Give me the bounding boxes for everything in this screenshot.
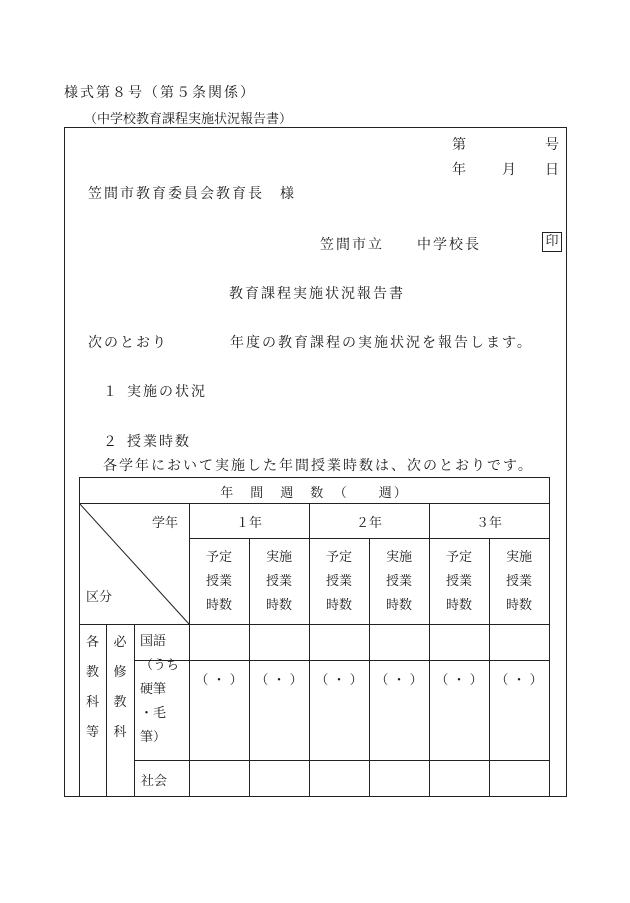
section-1-title: 実施の状況 bbox=[127, 384, 207, 400]
grade-1-header: １年 bbox=[235, 516, 262, 531]
sender-principal: 中学校長 bbox=[417, 237, 481, 253]
subject-kokugo: 国語 （うち 硬筆 ・毛 筆） bbox=[140, 634, 180, 745]
group-label-required-subject: 必 修 教 科 bbox=[113, 635, 127, 740]
number-label-dai: 第 bbox=[452, 137, 466, 153]
kokugo-hitsu-g3-planned: （ ・ ） bbox=[435, 673, 483, 688]
subhead-planned-g1: 予定 授業 時数 bbox=[205, 550, 232, 613]
date-month-label: 月 bbox=[502, 162, 516, 178]
corner-grade-label: 学年 bbox=[152, 516, 179, 531]
number-label-go: 号 bbox=[545, 137, 559, 153]
subhead-planned-g3: 予定 授業 時数 bbox=[445, 550, 472, 613]
intro-prefix: 次のとおり bbox=[88, 335, 168, 351]
corner-category-label: 区分 bbox=[86, 590, 113, 605]
kokugo-hitsu-g2-planned: （ ・ ） bbox=[315, 673, 363, 688]
kokugo-hitsu-g3-actual: （ ・ ） bbox=[495, 673, 543, 688]
kokugo-hitsu-g1-actual: （ ・ ） bbox=[255, 673, 303, 688]
grade-3-header: ３年 bbox=[475, 516, 502, 531]
addressee: 笠間市教育委員会教育長 様 bbox=[88, 186, 296, 202]
subject-shakai: 社会 bbox=[141, 774, 168, 789]
section-1-number: １ bbox=[103, 384, 117, 400]
subhead-actual-g2: 実施 授業 時数 bbox=[385, 550, 412, 613]
date-year-label: 年 bbox=[452, 162, 466, 178]
subhead-actual-g3: 実施 授業 時数 bbox=[505, 550, 532, 613]
grade-2-header: ２年 bbox=[355, 516, 382, 531]
form-number: 様式第８号（第５条関係） bbox=[64, 85, 256, 101]
document-title: 教育課程実施状況報告書 bbox=[229, 286, 405, 302]
form-subtitle: （中学校教育課程実施状況報告書） bbox=[84, 112, 293, 127]
date-day-label: 日 bbox=[545, 162, 559, 178]
section-2-title: 授業時数 bbox=[127, 434, 191, 450]
subhead-actual-g1: 実施 授業 時数 bbox=[265, 550, 292, 613]
section-2-description: 各学年において実施した年間授業時数は、次のとおりです。 bbox=[103, 458, 534, 474]
weeks-header: 年 間 週 数 （ 週） bbox=[220, 486, 409, 501]
seal-mark: 印 bbox=[542, 232, 562, 252]
sender-city: 笠間市立 bbox=[320, 237, 384, 253]
kokugo-hitsu-g1-planned: （ ・ ） bbox=[195, 673, 243, 688]
intro-suffix: 年度の教育課程の実施状況を報告します。 bbox=[230, 335, 533, 351]
section-2-number: ２ bbox=[103, 434, 117, 450]
kokugo-hitsu-g2-actual: （ ・ ） bbox=[375, 673, 423, 688]
subhead-planned-g2: 予定 授業 時数 bbox=[325, 550, 352, 613]
group-label-each-subject: 各 教 科 等 bbox=[85, 635, 99, 740]
